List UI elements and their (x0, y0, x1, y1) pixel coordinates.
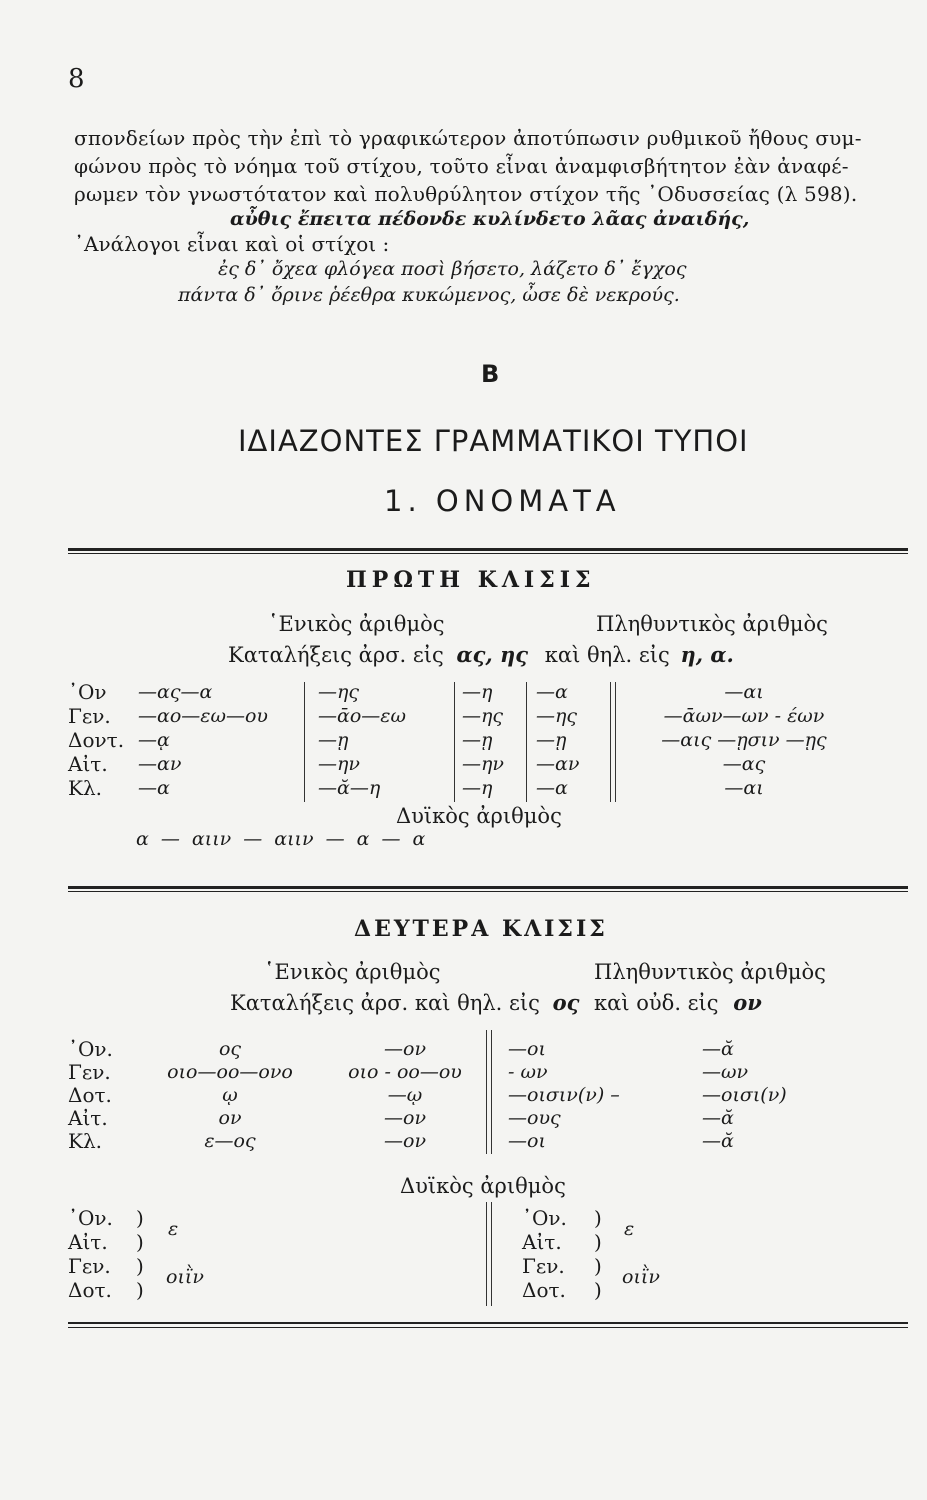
second-case-labels (68, 1038, 113, 1153)
ending-cell: —ᾰ (702, 1038, 734, 1060)
dual-case-label: Γεν. (522, 1254, 565, 1278)
second-divider-b (491, 1030, 492, 1154)
ending-cell: - ων (508, 1061, 548, 1083)
ending-cell: ῳ (222, 1084, 238, 1106)
ending-cell: —ους (508, 1107, 561, 1129)
ending-cell: —ῃ (462, 729, 493, 751)
bracket: ) (594, 1278, 602, 1302)
ending-cell: —ᾰ—η (318, 777, 381, 799)
case-label: Δοτ. (68, 1083, 112, 1107)
ending-cell: οιο—οο—ονο (167, 1061, 293, 1083)
first-plural-col (630, 680, 858, 800)
ending-cell: —ης (462, 705, 504, 727)
case-label: Κλ. (68, 1129, 102, 1153)
quote-verse: αὖθις ἔπειτα πέδονδε κυλίνδετο λᾶας ἀναιδής, (230, 208, 750, 230)
ending-cell: —ᾳ (138, 729, 170, 751)
rule-bottom (68, 1322, 908, 1324)
rule-top-second-thin (68, 891, 908, 892)
dual-case-label: ᾿Ον. (522, 1206, 567, 1230)
ending-cell: ος (218, 1038, 242, 1060)
second-dual-right-ending-2: οιῒν (622, 1266, 660, 1288)
case-label: Κλ. (68, 776, 102, 800)
second-dual-left-ending-1: ε (168, 1218, 179, 1240)
ending-cell: —ων (702, 1061, 749, 1083)
bracket: ) (594, 1254, 602, 1278)
bracket: ) (136, 1230, 144, 1254)
first-declension-title: ΠΡΩΤΗ ΚΛΙΣΙΣ (346, 567, 596, 593)
first-singular-label: ῾Ενικὸς ἀριθμὸς (268, 612, 445, 636)
bracket: ) (594, 1206, 602, 1230)
first-endings-end: η, α. (680, 642, 734, 667)
rule-bottom-thin (68, 1327, 908, 1328)
first-plural-label: Πληθυντικὸς ἀριθμὸς (596, 612, 828, 636)
first-divider-4a (610, 682, 611, 802)
first-divider-1 (304, 682, 305, 802)
verse-2: πάντα δ᾿ ὄρινε ῥέεθρα κυκώμενος, ὦσε δὲ νεκρούς. (178, 284, 680, 306)
intro-line-2: φώνου πρὸς τὸ νόημα τοῦ στίχου, τοῦτο εἶναι ἀναμφισβήτητον ἐὰν ἀναφέ- (74, 154, 849, 178)
page-number: 8 (68, 64, 85, 94)
ending-cell: —αι (724, 777, 764, 799)
intro-line-3: ρωμεν τὸν γνωστότατον καὶ πολυθρύλητον στίχον τῆς ᾿Οδυσσείας (λ 598). (74, 182, 858, 206)
ending-cell: —ᾰ (702, 1130, 734, 1152)
section-title: ΙΔΙΑΖΟΝΤΕΣ ΓΡΑΜΜΑΤΙΚΟΙ ΤΥΠΟΙ (238, 424, 749, 458)
first-divider-3 (526, 682, 527, 802)
first-dual-label: Δυϊκὸς ἀριθμὸς (396, 804, 562, 828)
second-endings-prefix: Καταλήξεις ἀρσ. καὶ θηλ. εἰς (230, 991, 540, 1015)
second-col-2 (330, 1038, 480, 1153)
case-label: Δοντ. (68, 728, 125, 752)
case-label: ᾿Ον (68, 680, 107, 704)
verse-1: ἐς δ᾿ ὄχεα φλόγεα ποσὶ βήσετο, λάζετο δ᾿ ἔγχος (218, 258, 687, 280)
dual-case-label: Αἰτ. (522, 1230, 562, 1254)
second-col-4 (702, 1038, 787, 1153)
ending-cell: —αο—εω—ου (138, 705, 268, 727)
ending-cell: —ῃ (536, 729, 567, 751)
first-case-labels (68, 680, 124, 800)
first-endings-main: ας, ης (456, 642, 529, 667)
ending-cell: —αν (138, 753, 182, 775)
second-plural-label: Πληθυντικὸς ἀριθμὸς (594, 960, 826, 984)
ending-cell: —ην (318, 753, 360, 775)
bracket: ) (136, 1254, 144, 1278)
second-dual-left-brackets (136, 1206, 144, 1302)
second-dual-right-brackets (594, 1206, 602, 1302)
dual-case-label: Δοτ. (522, 1278, 566, 1302)
ending-cell: —ας—α (138, 681, 213, 703)
ending-cell: —ης (318, 681, 360, 703)
case-label: Γεν. (68, 704, 111, 728)
section-letter: B (481, 360, 500, 388)
case-label: Γεν. (68, 1060, 111, 1084)
dual-case-label: ᾿Ον. (68, 1206, 113, 1230)
first-divider-4b (615, 682, 616, 802)
first-endings-line (228, 642, 734, 667)
ending-cell: οιο - οο—ου (348, 1061, 462, 1083)
ending-cell: —ᾱων—ων - έων (663, 705, 825, 727)
bracket: ) (594, 1230, 602, 1254)
ending-cell: —η (462, 681, 493, 703)
ending-cell: —ῃ (318, 729, 349, 751)
ending-cell: —α (536, 777, 568, 799)
dual-case-label: Δοτ. (68, 1278, 112, 1302)
ending-cell: —ον (384, 1107, 426, 1129)
ending-cell: —ον (384, 1038, 426, 1060)
second-dual-right-cases (522, 1206, 567, 1302)
first-endings-mid: καὶ θηλ. εἰς (544, 643, 670, 667)
second-dual-left-cases (68, 1206, 113, 1302)
ending-cell: —αι (724, 681, 764, 703)
dual-case-label: Αἰτ. (68, 1230, 108, 1254)
second-col-3 (508, 1038, 620, 1153)
second-dual-left-ending-2: οιῒν (166, 1266, 204, 1288)
second-endings-main: ος (552, 990, 580, 1015)
ending-cell: —οι (508, 1130, 546, 1152)
rule-top-first (68, 548, 908, 551)
ending-cell: ον (218, 1107, 242, 1129)
ending-cell: —α (536, 681, 568, 703)
ending-cell: —αν (536, 753, 580, 775)
ending-cell: ε—ος (204, 1130, 256, 1152)
ending-cell: —ον (384, 1130, 426, 1152)
ending-cell: —αις —ῃσιν —ῃς (661, 729, 827, 751)
analogoi-line: ᾿Ανάλογοι εἶναι καὶ οἱ στίχοι : (74, 232, 390, 256)
second-endings-mid: καὶ οὐδ. εἰς (594, 991, 719, 1015)
first-col-2 (318, 680, 406, 800)
bracket: ) (136, 1278, 144, 1302)
ending-cell: —ην (462, 753, 504, 775)
case-label: ᾿Ον. (68, 1037, 113, 1061)
ending-cell: —α (138, 777, 170, 799)
ending-cell: —ας (722, 753, 766, 775)
second-col-1 (150, 1038, 310, 1153)
dual-case-label: Γεν. (68, 1254, 111, 1278)
second-endings-line (230, 990, 762, 1015)
second-dual-divider-b (491, 1202, 492, 1306)
first-col-3 (462, 680, 504, 800)
second-dual-divider-a (486, 1202, 487, 1306)
first-col-4 (536, 680, 579, 800)
intro-line-1: σπονδείων πρὸς τὴν ἐπὶ τὸ γραφικώτερον ἀποτύπωσιν ρυθμικοῦ ἤθους συμ- (74, 126, 862, 150)
second-dual-right-ending-1: ε (624, 1218, 635, 1240)
ending-cell: —οι (508, 1038, 546, 1060)
first-endings-prefix: Καταλήξεις ἀρσ. εἰς (228, 643, 444, 667)
ending-cell: —ᾰ (702, 1107, 734, 1129)
first-dual-forms: α — αιιν — αιιν — α — α (136, 828, 426, 850)
subsection-title: 1. ΟΝΟΜΑΤΑ (384, 484, 621, 518)
ending-cell: —ᾱο—εω (318, 705, 406, 727)
ending-cell: —οισι(ν) (702, 1084, 787, 1106)
rule-top-first-thin (68, 553, 908, 554)
ending-cell: —η (462, 777, 493, 799)
case-label: Αἰτ. (68, 1106, 108, 1130)
case-label: Αἰτ. (68, 752, 108, 776)
second-endings-end: ον (733, 990, 762, 1015)
ending-cell: —οισιν(ν) – (508, 1084, 620, 1106)
second-divider-a (486, 1030, 487, 1154)
second-dual-label: Δυϊκὸς ἀριθμὸς (400, 1174, 566, 1198)
second-singular-label: ῾Ενικὸς ἀριθμὸς (264, 960, 441, 984)
ending-cell: —ης (536, 705, 578, 727)
second-declension-title: ΔΕΥΤΕΡΑ ΚΛΙΣΙΣ (354, 916, 608, 942)
ending-cell: —ῳ (387, 1084, 423, 1106)
rule-top-second (68, 886, 908, 889)
bracket: ) (136, 1206, 144, 1230)
first-divider-2 (454, 682, 455, 802)
first-col-1 (138, 680, 268, 800)
